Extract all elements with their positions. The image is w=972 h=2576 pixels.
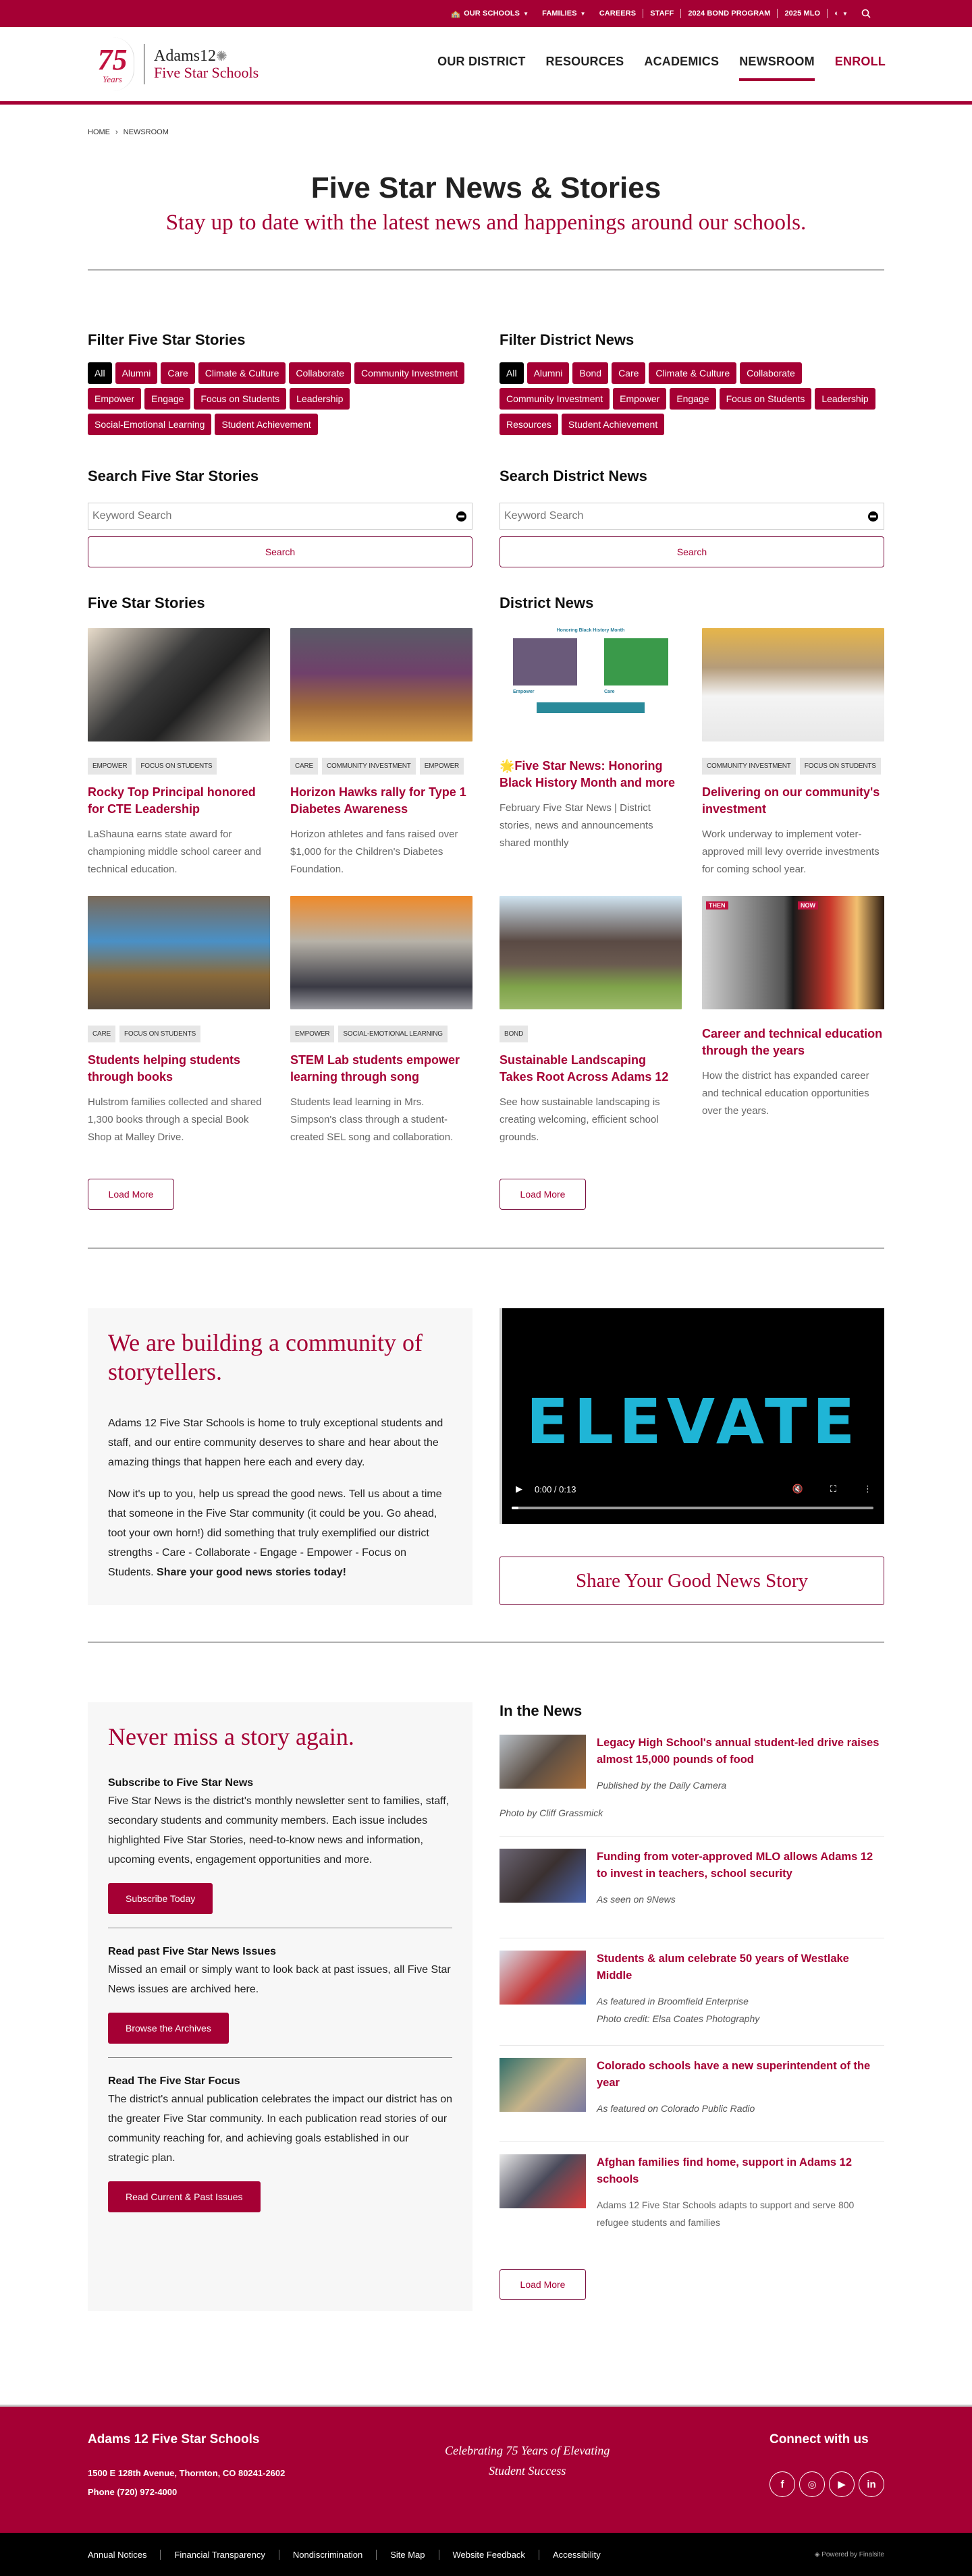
facebook-icon[interactable]: f [770, 2471, 795, 2497]
75-years-badge: 75 Years [91, 37, 134, 91]
filter-chip-resources[interactable]: Resources [500, 414, 558, 435]
in-the-news-title: In the News [500, 1702, 583, 1719]
district-search-field [500, 503, 884, 530]
district-load-more-button[interactable]: Load More [500, 1179, 586, 1210]
filter-chip-bond[interactable]: Bond [572, 362, 608, 384]
district-filter-chips [500, 362, 884, 435]
stories-list-title: Five Star Stories [88, 594, 205, 611]
filter-chip-engage[interactable]: Engage [670, 388, 716, 410]
news-item-title[interactable]: Funding from voter-approved MLO allows Adams 12 to invest in teachers, school security [597, 1851, 873, 1880]
news-summary: See how sustainable landscaping is creating welcoming, efficient school grounds. [500, 1096, 660, 1143]
five-star-stories [88, 594, 473, 1210]
district-filter-panel [500, 331, 884, 567]
filter-chip-student-achievement[interactable]: Student Achievement [215, 414, 317, 435]
district-search-input[interactable] [504, 510, 841, 522]
story-image [290, 628, 473, 741]
more-options-icon[interactable]: ⋮ [863, 1484, 872, 1494]
news-item[interactable] [500, 1735, 884, 1794]
play-icon[interactable]: ▶ [516, 1484, 522, 1494]
news-item-source: As featured in Broomfield Enterprise [597, 1996, 749, 2007]
video-progress-bar[interactable] [512, 1507, 873, 1509]
storytellers-panel [88, 1308, 473, 1605]
footer-link-nondiscrimination[interactable]: Nondiscrimination [279, 2550, 376, 2560]
story-summary: LaShauna earns state award for championing middle school career and technical education. [88, 829, 261, 875]
video-controls [516, 1484, 872, 1494]
filter-chip-focus-on-students[interactable]: Focus on Students [720, 388, 812, 410]
filter-chip-focus-on-students[interactable]: Focus on Students [194, 388, 286, 410]
news-item-title[interactable]: Students & alum celebrate 50 years of Westlake Middle [597, 1953, 849, 1982]
news-thumbnail [500, 1849, 586, 1903]
divider [88, 1248, 884, 1249]
story-card[interactable] [290, 896, 473, 1146]
news-item-title[interactable]: Afghan families find home, support in Adams 12 schools [597, 2156, 853, 2185]
globe-icon: ◐ [834, 9, 839, 18]
story-card[interactable] [88, 628, 270, 878]
district-search-title: Search District News [500, 468, 647, 484]
story-image [88, 896, 270, 1009]
caret-down-icon: ▼ [523, 10, 529, 17]
filter-chip-student-achievement[interactable]: Student Achievement [562, 414, 664, 435]
search-button[interactable] [855, 9, 878, 18]
district-search-button[interactable]: Search [500, 536, 884, 567]
storytellers-para2: Now it's up to you, help us spread the good news. Tell us about a time that someone in the Five Star community (it could be you. Go ahead, toot your own horn!) did something that truly exemplified our district strengths - Care - Collaborate - Engage - Empower - Focus on Students. Share your good news stories today! [108, 1488, 442, 1578]
site-footer [0, 2405, 972, 2533]
news-item[interactable] [500, 1951, 884, 2027]
story-title[interactable]: Students helping students through books [88, 1053, 241, 1084]
news-item-source: As featured on Colorado Public Radio [597, 2103, 755, 2114]
news-card[interactable] [500, 896, 682, 1146]
news-image [702, 896, 884, 1009]
tag[interactable]: SOCIAL-EMOTIONAL LEARNING [338, 1026, 447, 1042]
tag[interactable]: BOND [500, 1026, 528, 1042]
news-title[interactable]: 🌟Five Star News: Honoring Black History Month and more [500, 759, 676, 789]
divider [500, 1836, 884, 1837]
story-title[interactable]: Rocky Top Principal honored for CTE Leadership [88, 785, 256, 816]
utility-bar [0, 0, 972, 27]
district-list-title: District News [500, 594, 594, 611]
divider [88, 269, 884, 271]
filter-chip-climate-culture[interactable]: Climate & Culture [649, 362, 736, 384]
news-item-title[interactable]: Colorado schools have a new superintendent of the year [597, 2060, 871, 2089]
tag[interactable]: COMMUNITY INVESTMENT [702, 758, 796, 775]
caret-down-icon: ▼ [842, 10, 848, 17]
storytellers-media [500, 1308, 884, 1605]
video-time: 0:00 / 0:13 [535, 1484, 576, 1494]
read-issues-button[interactable]: Read Current & Past Issues [108, 2181, 261, 2212]
footer-phone[interactable]: Phone (720) 972-4000 [88, 2487, 178, 2497]
nav-our-district[interactable]: OUR DISTRICT [437, 54, 526, 68]
filter-chip-empower[interactable]: Empower [88, 388, 141, 410]
stories-search-title: Search Five Star Stories [88, 468, 259, 484]
filter-chip-leadership[interactable]: Leadership [290, 388, 350, 410]
tag[interactable]: EMPOWER [88, 758, 132, 775]
news-item-source: Published by the Daily Camera [597, 1780, 727, 1791]
news-item[interactable] [500, 2154, 884, 2231]
news-thumbnail [500, 1951, 586, 2005]
newsletter-panel [88, 1702, 473, 2311]
filter-chip-leadership[interactable]: Leadership [815, 388, 875, 410]
divider [500, 2045, 884, 2046]
page-subtitle: Stay up to date with the latest news and happenings around our schools. [165, 211, 807, 235]
filter-chip-all[interactable]: All [500, 362, 524, 384]
tag[interactable]: COMMUNITY INVESTMENT [322, 758, 416, 775]
district-news [500, 594, 884, 1210]
youtube-icon[interactable]: ▶ [829, 2471, 855, 2497]
news-title[interactable]: Delivering on our community's investment [702, 785, 880, 816]
subscribe-text: Five Star News is the district's monthly newsletter sent to families, staff, secondary students and community members. Each issue includes highlighted Five Star Stories, need-to-know news and information, upcoming events, engagement opportunities and more. [108, 1795, 450, 1866]
footer-link-accessibility[interactable]: Accessibility [539, 2550, 614, 2560]
footer-link-annual-notices[interactable]: Annual Notices [88, 2549, 147, 2560]
news-summary: Work underway to implement voter-approved mill levy override investments for coming school year. [702, 829, 880, 875]
district-filter-title: Filter District News [500, 331, 634, 348]
utility-careers[interactable]: CAREERS [599, 9, 637, 18]
divider [500, 2141, 884, 2142]
tag[interactable]: FOCUS ON STUDENTS [136, 758, 217, 775]
video-player[interactable] [500, 1308, 884, 1524]
connect-title: Connect with us [769, 2432, 869, 2446]
subscribe-button[interactable]: Subscribe Today [108, 1883, 213, 1914]
nav-enroll[interactable]: ENROLL [834, 54, 886, 68]
instagram-icon[interactable]: ◎ [799, 2471, 825, 2497]
footer-org-name: Adams 12 Five Star Schools [88, 2432, 260, 2446]
then-badge: THEN [706, 901, 728, 909]
footer-social [770, 2432, 884, 2502]
divider [88, 1642, 884, 1643]
news-item[interactable] [500, 1849, 884, 1908]
utility-families[interactable]: FAMILIES ▼ [542, 9, 586, 18]
stories-search-button[interactable]: Search [88, 536, 473, 567]
logo-wordmark: Adams12✺ Five Star Schools [154, 47, 259, 82]
footer-bottom-bar [0, 2533, 972, 2576]
main-nav [437, 55, 886, 74]
district-logo[interactable] [91, 37, 259, 91]
tag[interactable]: CARE [290, 758, 318, 775]
breadcrumb-current: NEWSROOM [123, 128, 169, 136]
filter-chip-alumni[interactable]: Alumni [115, 362, 158, 384]
story-summary: Hulstrom families collected and shared 1,300 books through a special Book Shop at Malley Drive. [88, 1096, 262, 1143]
news-summary: February Five Star News | District stories, news and announcements shared monthly [500, 802, 653, 849]
news-thumbnail [500, 2154, 586, 2208]
clear-icon[interactable] [868, 511, 878, 522]
news-item-title[interactable]: Legacy High School's annual student-led drive raises almost 15,000 pounds of food [597, 1737, 880, 1766]
breadcrumb-home[interactable]: HOME [88, 128, 110, 136]
translate-button[interactable] [827, 9, 855, 18]
search-icon [861, 9, 871, 18]
news-image [500, 896, 682, 1009]
news-item-source: As seen on 9News [597, 1894, 676, 1905]
stories-filter-title: Filter Five Star Stories [88, 331, 246, 348]
story-summary: Students lead learning in Mrs. Simpson's class through a student-created SEL song and collaboration. [290, 1096, 454, 1143]
share-story-button[interactable]: Share Your Good News Story [500, 1557, 884, 1605]
footer-contact [88, 2432, 285, 2502]
utility-staff[interactable]: STAFF [643, 9, 680, 18]
filter-chip-collaborate[interactable]: Collaborate [740, 362, 802, 384]
news-title[interactable]: Career and technical education through the years [702, 1027, 883, 1057]
now-badge: NOW [798, 901, 818, 909]
fullscreen-icon[interactable]: ⛶ [830, 1484, 836, 1494]
footer-address: 1500 E 128th Avenue, Thornton, CO 80241-2602 [88, 2468, 286, 2478]
news-card[interactable] [702, 628, 884, 878]
news-thumbnail [500, 2058, 586, 2112]
hero [88, 171, 884, 235]
newsletter-heading: Never miss a story again. [108, 1723, 354, 1750]
news-image: Honoring Black History Month Empower Care [500, 628, 682, 741]
news-item[interactable] [500, 2058, 884, 2117]
utility-bond-program[interactable]: 2024 BOND PROGRAM [680, 9, 777, 18]
filter-chip-collaborate[interactable]: Collaborate [289, 362, 351, 384]
story-image [88, 628, 270, 741]
archives-title: Read past Five Star News Issues [108, 1946, 276, 1957]
filter-chip-engage[interactable]: Engage [144, 388, 190, 410]
filter-chip-alumni[interactable]: Alumni [527, 362, 570, 384]
storytellers-heading: We are building a community of storytellers. [108, 1329, 423, 1385]
news-card[interactable] [500, 628, 682, 878]
news-title[interactable]: Sustainable Landscaping Takes Root Across Adams 12 [500, 1053, 669, 1084]
nav-newsroom[interactable]: NEWSROOM [739, 55, 815, 74]
utility-mlo[interactable]: 2025 MLO [777, 9, 827, 18]
star-emoji-icon: 🌟 [500, 759, 515, 773]
stories-filter-panel [88, 331, 473, 567]
tag[interactable]: CARE [88, 1026, 115, 1042]
focus-text: The district's annual publication celebrates the impact our district has on the greater Five Star community. In each publication read stories of our community reaching for, and achieving goals established in our strategic plan. [108, 2094, 452, 2164]
divider [108, 2057, 452, 2058]
mute-icon[interactable]: 🔇 [792, 1484, 803, 1494]
subscribe-title: Subscribe to Five Star News [108, 1777, 254, 1789]
in-the-news-load-more-button[interactable]: Load More [500, 2269, 586, 2300]
filter-chip-community-investment[interactable]: Community Investment [354, 362, 464, 384]
filter-chip-care[interactable]: Care [612, 362, 645, 384]
filter-chip-all[interactable]: All [88, 362, 112, 384]
news-card[interactable] [702, 896, 884, 1146]
caret-down-icon: ▼ [580, 10, 586, 17]
elevate-logo: ELEVATE [526, 1386, 861, 1458]
footer-link-financial-transparency[interactable]: Financial Transparency [160, 2550, 278, 2560]
photo-credit: Photo by Cliff Grassmick [500, 1808, 603, 1818]
tag[interactable]: EMPOWER [290, 1026, 334, 1042]
news-summary: How the district has expanded career and technical education opportunities over the years. [702, 1070, 869, 1117]
school-building-icon: 🏫 [451, 9, 461, 18]
stories-search-field [88, 503, 473, 530]
news-thumbnail [500, 1735, 586, 1789]
powered-by-finalsite[interactable]: ◈ Powered by Finalsite [814, 2550, 884, 2558]
stories-load-more-button[interactable]: Load More [88, 1179, 174, 1210]
storytellers-para1: Adams 12 Five Star Schools is home to truly exceptional students and staff, and our entire community deserves to share and hear about the amazing things that happen here each and every day. [108, 1418, 443, 1468]
site-header [0, 27, 972, 105]
footer-motto: Celebrating 75 Years of Elevating Student Success [445, 2444, 610, 2477]
nav-academics[interactable]: ACADEMICS [644, 54, 720, 68]
filter-chip-climate-culture[interactable]: Climate & Culture [198, 362, 286, 384]
story-card[interactable] [290, 628, 473, 878]
stories-filter-chips [88, 362, 473, 435]
stories-search-input[interactable] [92, 510, 429, 522]
story-card[interactable] [88, 896, 270, 1146]
story-title[interactable]: Horizon Hawks rally for Type 1 Diabetes Awareness [290, 785, 466, 816]
tag[interactable]: EMPOWER [420, 758, 464, 775]
clear-icon[interactable] [456, 511, 466, 522]
tag[interactable]: FOCUS ON STUDENTS [119, 1026, 200, 1042]
tag[interactable]: FOCUS ON STUDENTS [800, 758, 881, 775]
filter-chip-empower[interactable]: Empower [613, 388, 666, 410]
news-image [702, 628, 884, 741]
linkedin-icon[interactable]: in [859, 2471, 884, 2497]
nav-resources[interactable]: RESOURCES [545, 54, 624, 68]
story-image [290, 896, 473, 1009]
story-summary: Horizon athletes and fans raised over $1,000 for the Children's Diabetes Foundation. [290, 829, 458, 875]
footer-link-website-feedback[interactable]: Website Feedback [439, 2550, 539, 2560]
page-title: Five Star News & Stories [310, 171, 662, 204]
photo-credit: Photo credit: Elsa Coates Photography [597, 2013, 760, 2024]
focus-title: Read The Five Star Focus [108, 2075, 240, 2087]
browse-archives-button[interactable]: Browse the Archives [108, 2013, 229, 2044]
breadcrumb [88, 105, 884, 136]
chevron-right-icon: › [115, 128, 118, 136]
news-item-summary: Adams 12 Five Star Schools adapts to support and serve 800 refugee students and families [597, 2200, 855, 2228]
utility-our-schools[interactable]: 🏫 OUR SCHOOLS ▼ [451, 9, 529, 18]
in-the-news [500, 1702, 884, 2311]
archives-text: Missed an email or simply want to look back at past issues, all Five Star News issues are archived here. [108, 1964, 451, 1995]
filter-chip-sel[interactable]: Social-Emotional Learning [88, 414, 211, 435]
finalsite-icon: ◈ [814, 2550, 822, 2558]
footer-link-site-map[interactable]: Site Map [376, 2550, 438, 2560]
star-icon: ✺ [216, 49, 227, 64]
filter-chip-care[interactable]: Care [161, 362, 194, 384]
filter-chip-community-investment[interactable]: Community Investment [500, 388, 610, 410]
story-title[interactable]: STEM Lab students empower learning through song [290, 1053, 460, 1084]
